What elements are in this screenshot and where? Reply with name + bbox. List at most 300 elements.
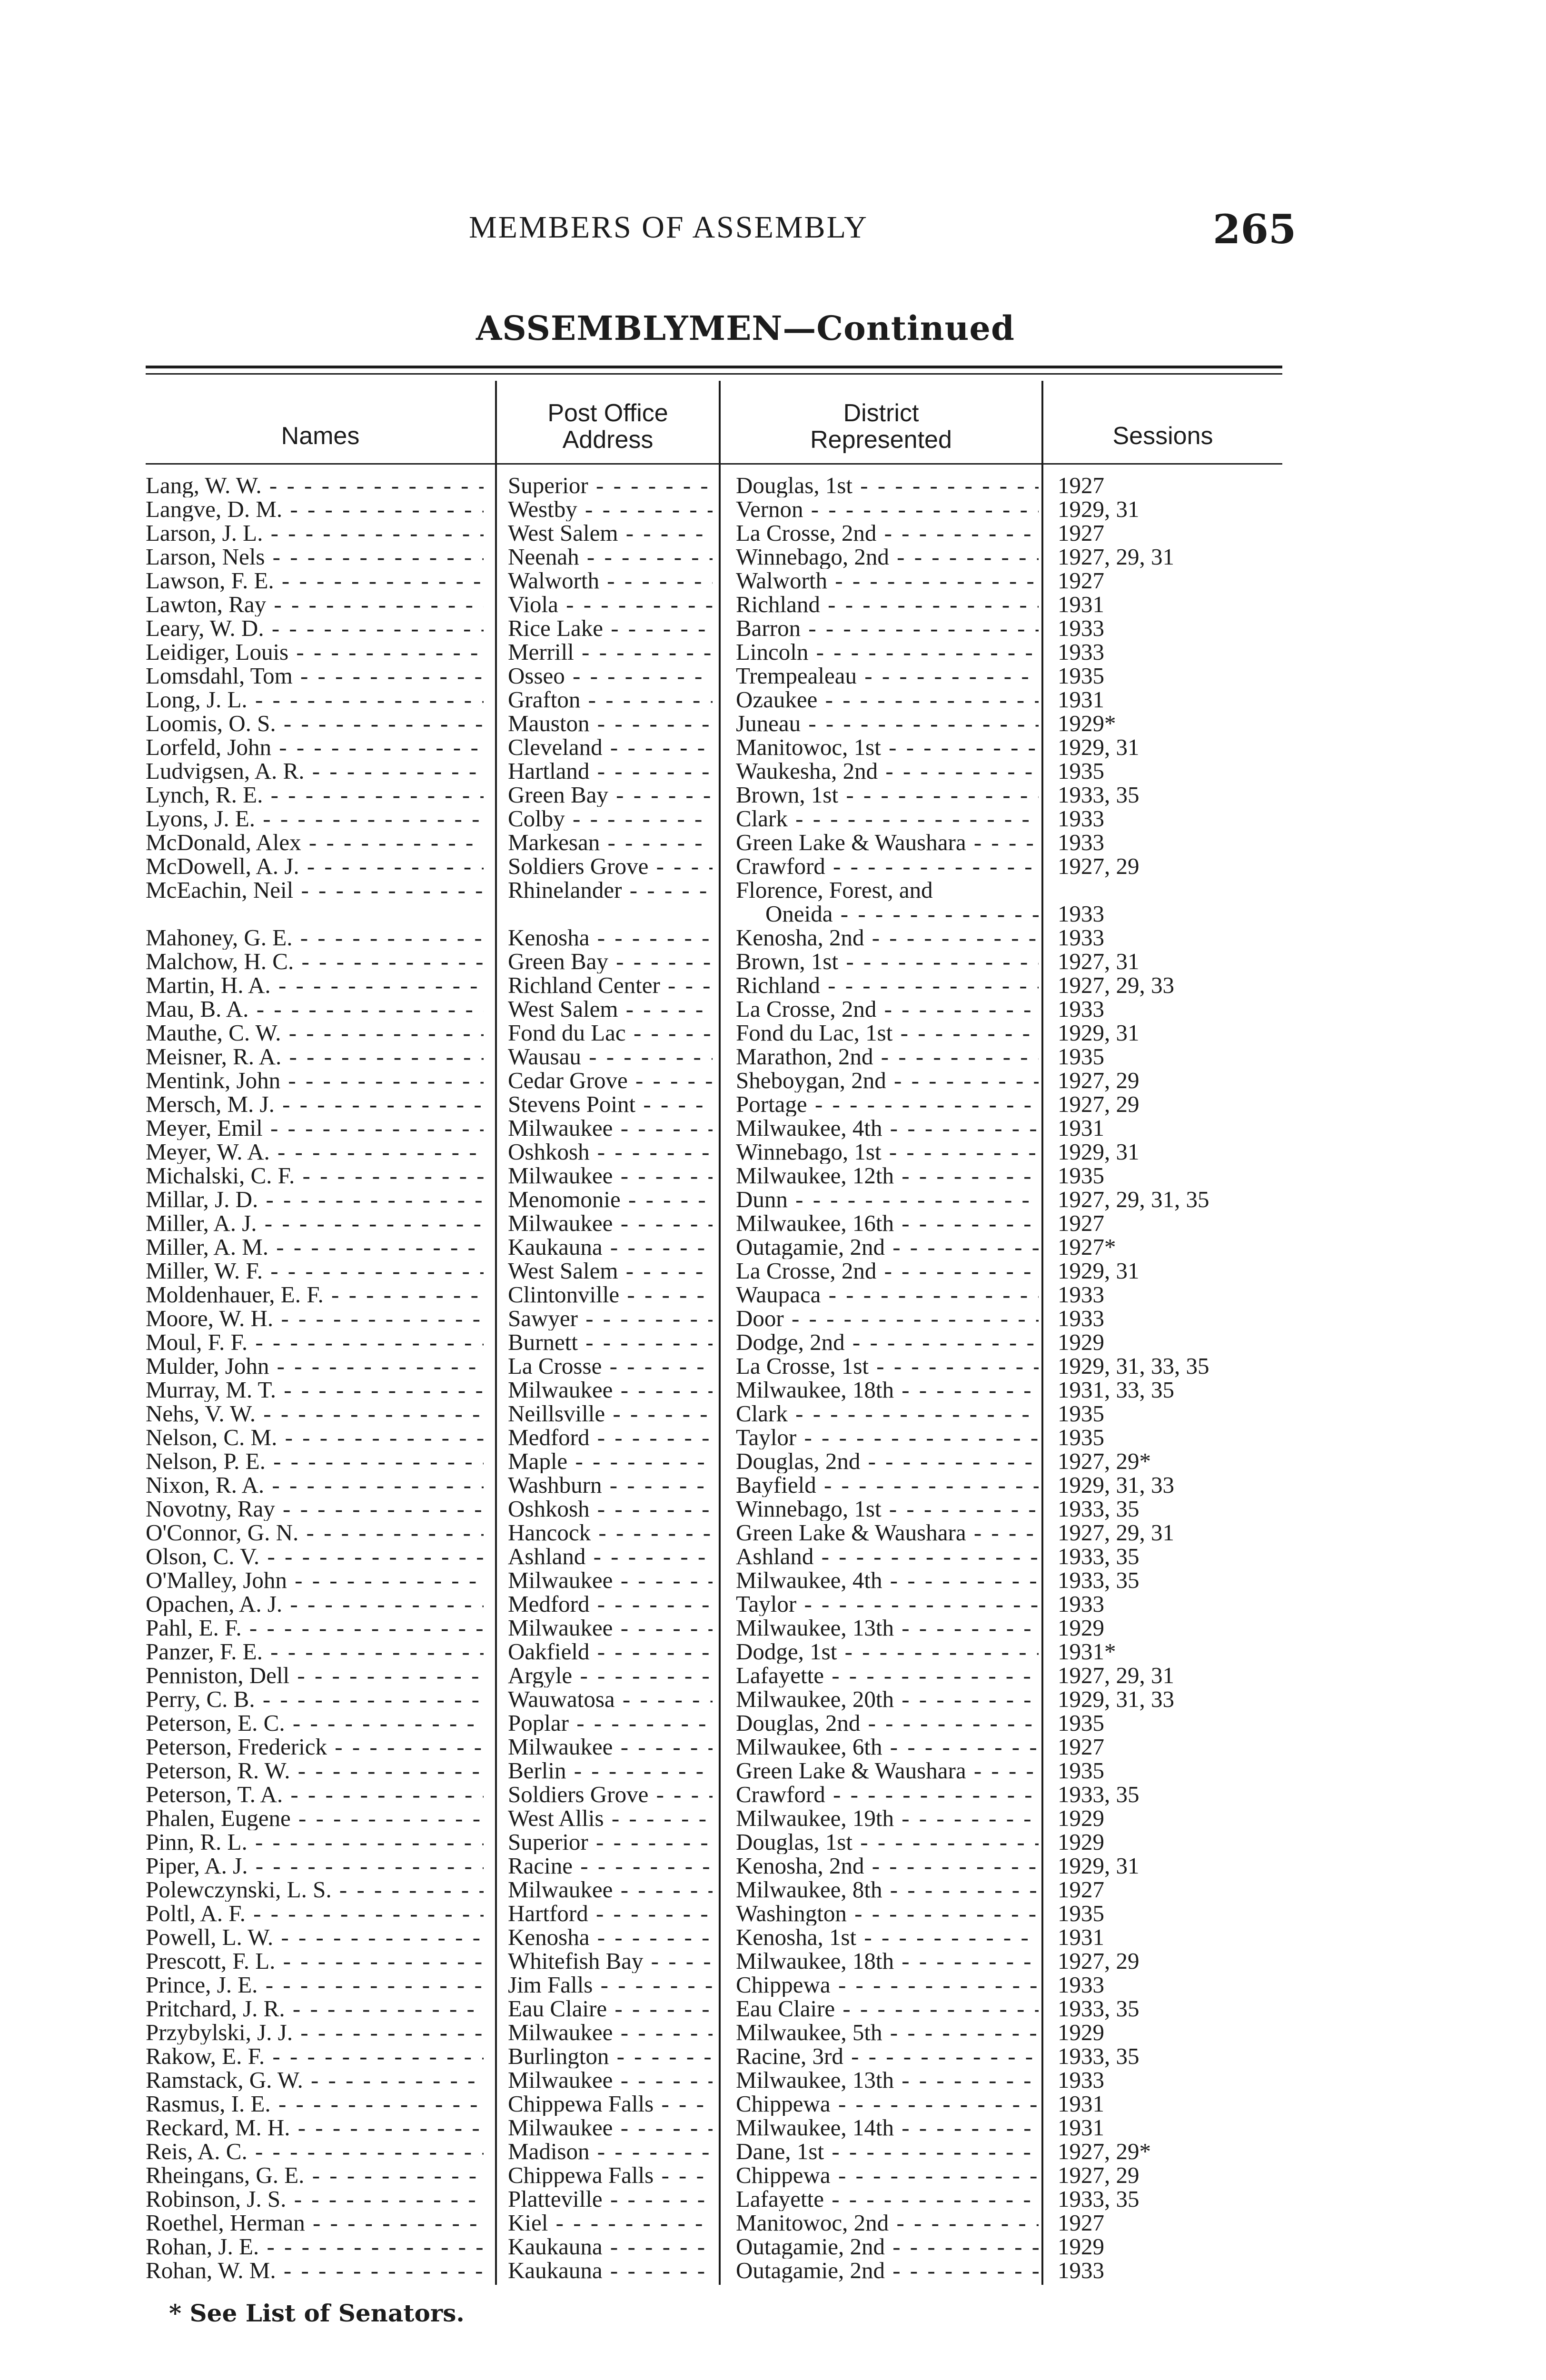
table-row bbox=[0, 1211, 1546, 1235]
column-header-district-line2: Represented bbox=[810, 426, 952, 454]
district: Chippewa - - - bbox=[736, 2163, 1039, 2187]
member-name: Miller, W. F. - - - bbox=[146, 1259, 484, 1283]
district: Portage - - - bbox=[736, 1092, 1039, 1116]
post-office: Walworth - - - bbox=[508, 569, 713, 593]
member-name: Pinn, R. L. - - - bbox=[146, 1830, 484, 1854]
district: Milwaukee, 18th - - - bbox=[736, 1378, 1039, 1402]
district: Clark - - - bbox=[736, 1402, 1039, 1426]
table-row bbox=[0, 569, 1546, 593]
district: Clark - - - bbox=[736, 807, 1039, 831]
page-number: 265 bbox=[1213, 206, 1297, 253]
sessions: 1927 bbox=[1058, 474, 1104, 497]
sessions: 1933 bbox=[1058, 1307, 1104, 1330]
sessions: 1929, 31 bbox=[1058, 1854, 1140, 1878]
member-name: Miller, A. J. - - - bbox=[146, 1211, 484, 1235]
member-name: Peterson, T. A. - - - bbox=[146, 1783, 484, 1806]
sessions: 1933 bbox=[1058, 902, 1104, 926]
table-row bbox=[0, 545, 1546, 569]
table-row bbox=[0, 1925, 1546, 1949]
sessions: 1929* bbox=[1058, 712, 1116, 735]
post-office: Poplar - - - bbox=[508, 1711, 713, 1735]
sessions: 1933 bbox=[1058, 831, 1104, 854]
sessions: 1927, 29, 33 bbox=[1058, 973, 1174, 997]
table-row bbox=[0, 950, 1546, 973]
member-name: Martin, H. A. - - - bbox=[146, 973, 484, 997]
district-continuation: Oneida - - - bbox=[765, 902, 1039, 926]
top-rule-thick bbox=[146, 366, 1282, 368]
member-name: Pritchard, J. R. - - - bbox=[146, 1997, 484, 2021]
table-row bbox=[0, 759, 1546, 783]
table-row bbox=[0, 2021, 1546, 2044]
table-row bbox=[0, 1878, 1546, 1902]
post-office: Hartland - - - bbox=[508, 759, 713, 783]
post-office: Platteville - - - bbox=[508, 2187, 713, 2211]
post-office: West Salem - - - bbox=[508, 521, 713, 545]
post-office: Milwaukee - - - bbox=[508, 1378, 713, 1402]
table-row bbox=[0, 2259, 1546, 2282]
member-name: Larson, J. L. - - - bbox=[146, 521, 484, 545]
table-row bbox=[0, 878, 1546, 926]
member-name: Michalski, C. F. - - - bbox=[146, 1164, 484, 1188]
sessions: 1933, 35 bbox=[1058, 783, 1140, 807]
district: Milwaukee, 6th - - - bbox=[736, 1735, 1039, 1759]
district: La Crosse, 2nd - - - bbox=[736, 997, 1039, 1021]
member-name: Reis, A. C. - - - bbox=[146, 2140, 484, 2163]
post-office: Sawyer - - - bbox=[508, 1307, 713, 1330]
district: Manitowoc, 2nd - - - bbox=[736, 2211, 1039, 2235]
sessions: 1933, 35 bbox=[1058, 1497, 1140, 1521]
sessions: 1933 bbox=[1058, 997, 1104, 1021]
sessions: 1929, 31, 33 bbox=[1058, 1687, 1174, 1711]
post-office: Milwaukee - - - bbox=[508, 1735, 713, 1759]
district: La Crosse, 2nd - - - bbox=[736, 1259, 1039, 1283]
district: Lafayette - - - bbox=[736, 2187, 1039, 2211]
member-name: Lorfeld, John - - - bbox=[146, 735, 484, 759]
post-office: Grafton - - - bbox=[508, 688, 713, 712]
district: Walworth - - - bbox=[736, 569, 1039, 593]
post-office: Oakfield - - - bbox=[508, 1640, 713, 1664]
post-office: Viola - - - bbox=[508, 593, 713, 616]
table-row bbox=[0, 1973, 1546, 1997]
table-row bbox=[0, 1116, 1546, 1140]
table-row bbox=[0, 616, 1546, 640]
table-row bbox=[0, 1711, 1546, 1735]
member-name: Penniston, Dell - - - bbox=[146, 1664, 484, 1687]
table-row bbox=[0, 1021, 1546, 1045]
table-row bbox=[0, 640, 1546, 664]
column-header-post-office bbox=[497, 400, 719, 453]
table-row bbox=[0, 1806, 1546, 1830]
post-office: Cedar Grove - - - bbox=[508, 1069, 713, 1092]
table-row bbox=[0, 1902, 1546, 1925]
post-office: Medford - - - bbox=[508, 1426, 713, 1449]
district: Dane, 1st - - - bbox=[736, 2140, 1039, 2163]
district: Barron - - - bbox=[736, 616, 1039, 640]
sessions: 1927, 29, 31 bbox=[1058, 1521, 1174, 1545]
table-row bbox=[0, 997, 1546, 1021]
table-row bbox=[0, 1997, 1546, 2021]
post-office: Wauwatosa - - - bbox=[508, 1687, 713, 1711]
table-row bbox=[0, 474, 1546, 497]
district: Milwaukee, 12th - - - bbox=[736, 1164, 1039, 1188]
table-row bbox=[0, 1164, 1546, 1188]
member-name: McEachin, Neil - - - bbox=[146, 878, 484, 902]
sessions: 1931 bbox=[1058, 688, 1104, 712]
member-name: Ludvigsen, A. R. - - - bbox=[146, 759, 484, 783]
table-row bbox=[0, 1687, 1546, 1711]
post-office: West Allis - - - bbox=[508, 1806, 713, 1830]
table-row bbox=[0, 1307, 1546, 1330]
district: Outagamie, 2nd - - - bbox=[736, 2235, 1039, 2259]
district: La Crosse, 1st - - - bbox=[736, 1354, 1039, 1378]
table-row bbox=[0, 1545, 1546, 1568]
table-row bbox=[0, 807, 1546, 831]
post-office: Milwaukee - - - bbox=[508, 2021, 713, 2044]
table-row bbox=[0, 1497, 1546, 1521]
district: Milwaukee, 18th - - - bbox=[736, 1949, 1039, 1973]
district: Juneau - - - bbox=[736, 712, 1039, 735]
post-office: Milwaukee - - - bbox=[508, 2116, 713, 2140]
sessions: 1935 bbox=[1058, 1711, 1104, 1735]
sessions: 1935 bbox=[1058, 759, 1104, 783]
member-name: Mahoney, G. E. - - - bbox=[146, 926, 484, 950]
sessions: 1935 bbox=[1058, 1164, 1104, 1188]
member-name: Meisner, R. A. - - - bbox=[146, 1045, 484, 1069]
sessions: 1935 bbox=[1058, 1759, 1104, 1783]
district: Milwaukee, 5th - - - bbox=[736, 2021, 1039, 2044]
member-name: Mulder, John - - - bbox=[146, 1354, 484, 1378]
table-row bbox=[0, 1830, 1546, 1854]
post-office: West Salem - - - bbox=[508, 1259, 713, 1283]
sessions: 1927 bbox=[1058, 1735, 1104, 1759]
table-row bbox=[0, 1664, 1546, 1687]
district: Manitowoc, 1st - - - bbox=[736, 735, 1039, 759]
sessions: 1933 bbox=[1058, 2259, 1104, 2282]
post-office: Kenosha - - - bbox=[508, 1925, 713, 1949]
column-header-names bbox=[146, 423, 495, 449]
member-name: Leary, W. D. - - - bbox=[146, 616, 484, 640]
sessions: 1929 bbox=[1058, 1830, 1104, 1854]
district: Kenosha, 2nd - - - bbox=[736, 926, 1039, 950]
table-row bbox=[0, 712, 1546, 735]
district: Richland - - - bbox=[736, 973, 1039, 997]
district: Winnebago, 1st - - - bbox=[736, 1497, 1039, 1521]
district: Green Lake & Waushara - - - bbox=[736, 1521, 1039, 1545]
post-office: Whitefish Bay - - - bbox=[508, 1949, 713, 1973]
table-row bbox=[0, 2140, 1546, 2163]
sessions: 1929 bbox=[1058, 2235, 1104, 2259]
sessions: 1933, 35 bbox=[1058, 2187, 1140, 2211]
sessions: 1927, 29, 31 bbox=[1058, 545, 1174, 569]
member-name: O'Connor, G. N. - - - bbox=[146, 1521, 484, 1545]
table-row bbox=[0, 1568, 1546, 1592]
post-office: Markesan - - - bbox=[508, 831, 713, 854]
column-header-sessions-label: Sessions bbox=[1112, 422, 1213, 450]
sessions: 1927, 29 bbox=[1058, 1092, 1140, 1116]
district: Brown, 1st - - - bbox=[736, 783, 1039, 807]
post-office: Soldiers Grove - - - bbox=[508, 854, 713, 878]
table-row bbox=[0, 1521, 1546, 1545]
member-name: Lawton, Ray - - - bbox=[146, 593, 484, 616]
post-office: Soldiers Grove - - - bbox=[508, 1783, 713, 1806]
district: Green Lake & Waushara - - - bbox=[736, 831, 1039, 854]
sessions: 1931 bbox=[1058, 1116, 1104, 1140]
sessions: 1933 bbox=[1058, 807, 1104, 831]
district: Winnebago, 1st - - - bbox=[736, 1140, 1039, 1164]
member-name: Larson, Nels - - - bbox=[146, 545, 484, 569]
member-name: Reckard, M. H. - - - bbox=[146, 2116, 484, 2140]
table-row bbox=[0, 1949, 1546, 1973]
district: Milwaukee, 8th - - - bbox=[736, 1878, 1039, 1902]
post-office: Oshkosh - - - bbox=[508, 1140, 713, 1164]
district: Dunn - - - bbox=[736, 1188, 1039, 1211]
post-office: Westby - - - bbox=[508, 497, 713, 521]
member-name: Mersch, M. J. - - - bbox=[146, 1092, 484, 1116]
district: Douglas, 1st - - - bbox=[736, 1830, 1039, 1854]
sessions: 1927 bbox=[1058, 1211, 1104, 1235]
post-office: Milwaukee - - - bbox=[508, 1164, 713, 1188]
member-name: Rasmus, I. E. - - - bbox=[146, 2092, 484, 2116]
post-office: Kaukauna - - - bbox=[508, 1235, 713, 1259]
sessions: 1929, 31 bbox=[1058, 1021, 1140, 1045]
post-office: Jim Falls - - - bbox=[508, 1973, 713, 1997]
table-row bbox=[0, 1426, 1546, 1449]
table-row bbox=[0, 1592, 1546, 1616]
post-office: Superior - - - bbox=[508, 1830, 713, 1854]
table-row bbox=[0, 1783, 1546, 1806]
post-office: Mauston - - - bbox=[508, 712, 713, 735]
district: Racine, 3rd - - - bbox=[736, 2044, 1039, 2068]
member-name: Langve, D. M. - - - bbox=[146, 497, 484, 521]
district: Douglas, 2nd - - - bbox=[736, 1449, 1039, 1473]
sessions: 1933, 35 bbox=[1058, 1997, 1140, 2021]
column-header-post-office-line2: Address bbox=[562, 426, 654, 454]
district: Florence, Forest, and bbox=[736, 878, 933, 902]
district: Milwaukee, 20th - - - bbox=[736, 1687, 1039, 1711]
district: La Crosse, 2nd - - - bbox=[736, 521, 1039, 545]
post-office: West Salem - - - bbox=[508, 997, 713, 1021]
sessions: 1933 bbox=[1058, 2068, 1104, 2092]
table-row bbox=[0, 783, 1546, 807]
member-name: Loomis, O. S. - - - bbox=[146, 712, 484, 735]
post-office: Oshkosh - - - bbox=[508, 1497, 713, 1521]
sessions: 1927, 29 bbox=[1058, 854, 1140, 878]
post-office: Richland Center - - - bbox=[508, 973, 713, 997]
post-office: Hancock - - - bbox=[508, 1521, 713, 1545]
sessions: 1927, 29, 31, 35 bbox=[1058, 1188, 1209, 1211]
table-row bbox=[0, 1473, 1546, 1497]
post-office: Rice Lake - - - bbox=[508, 616, 713, 640]
member-name: Pahl, E. F. - - - bbox=[146, 1616, 484, 1640]
member-name: Nelson, C. M. - - - bbox=[146, 1426, 484, 1449]
member-name: Lang, W. W. - - - bbox=[146, 474, 484, 497]
member-name: Przybylski, J. J. - - - bbox=[146, 2021, 484, 2044]
post-office: Medford - - - bbox=[508, 1592, 713, 1616]
table-row bbox=[0, 2044, 1546, 2068]
table-row bbox=[0, 1854, 1546, 1878]
table-row bbox=[0, 973, 1546, 997]
post-office: Rhinelander - - - bbox=[508, 878, 713, 902]
post-office: Fond du Lac - - - bbox=[508, 1021, 713, 1045]
post-office: Kiel - - - bbox=[508, 2211, 713, 2235]
table-row bbox=[0, 688, 1546, 712]
column-header-post-office-line1: Post Office bbox=[547, 399, 668, 427]
member-name: Peterson, Frederick - - - bbox=[146, 1735, 484, 1759]
sessions: 1935 bbox=[1058, 1402, 1104, 1426]
district: Door - - - bbox=[736, 1307, 1039, 1330]
member-name: Mentink, John - - - bbox=[146, 1069, 484, 1092]
post-office: Burnett - - - bbox=[508, 1330, 713, 1354]
district: Taylor - - - bbox=[736, 1592, 1039, 1616]
post-office: Kenosha - - - bbox=[508, 926, 713, 950]
table-row bbox=[0, 2235, 1546, 2259]
table-row bbox=[0, 1402, 1546, 1426]
district: Chippewa - - - bbox=[736, 1973, 1039, 1997]
post-office: Madison - - - bbox=[508, 2140, 713, 2163]
sessions: 1933, 35 bbox=[1058, 1568, 1140, 1592]
sessions: 1927, 29, 31 bbox=[1058, 1664, 1174, 1687]
member-name: Lyons, J. E. - - - bbox=[146, 807, 484, 831]
sessions: 1929, 31 bbox=[1058, 1140, 1140, 1164]
post-office: Burlington - - - bbox=[508, 2044, 713, 2068]
district: Green Lake & Waushara - - - bbox=[736, 1759, 1039, 1783]
table-row bbox=[0, 521, 1546, 545]
sessions: 1933 bbox=[1058, 1283, 1104, 1307]
district: Kenosha, 2nd - - - bbox=[736, 1854, 1039, 1878]
member-name: Malchow, H. C. - - - bbox=[146, 950, 484, 973]
sessions: 1933 bbox=[1058, 926, 1104, 950]
member-name: Millar, J. D. - - - bbox=[146, 1188, 484, 1211]
post-office: Ashland - - - bbox=[508, 1545, 713, 1568]
district: Washington - - - bbox=[736, 1902, 1039, 1925]
member-name: Lomsdahl, Tom - - - bbox=[146, 664, 484, 688]
post-office: Chippewa Falls - - - bbox=[508, 2092, 713, 2116]
member-name: Lawson, F. E. - - - bbox=[146, 569, 484, 593]
district: Taylor - - - bbox=[736, 1426, 1039, 1449]
post-office: Berlin - - - bbox=[508, 1759, 713, 1783]
post-office: Osseo - - - bbox=[508, 664, 713, 688]
table-row bbox=[0, 1235, 1546, 1259]
member-name: Piper, A. J. - - - bbox=[146, 1854, 484, 1878]
district: Lincoln - - - bbox=[736, 640, 1039, 664]
member-name: Roethel, Herman - - - bbox=[146, 2211, 484, 2235]
sessions: 1931, 33, 35 bbox=[1058, 1378, 1174, 1402]
sessions: 1929, 31 bbox=[1058, 1259, 1140, 1283]
member-name: Rheingans, G. E. - - - bbox=[146, 2163, 484, 2187]
district: Milwaukee, 13th - - - bbox=[736, 1616, 1039, 1640]
district: Waukesha, 2nd - - - bbox=[736, 759, 1039, 783]
district: Milwaukee, 14th - - - bbox=[736, 2116, 1039, 2140]
post-office: Milwaukee - - - bbox=[508, 1616, 713, 1640]
table-row bbox=[0, 1330, 1546, 1354]
member-name: Perry, C. B. - - - bbox=[146, 1687, 484, 1711]
member-name: Nehs, V. W. - - - bbox=[146, 1402, 484, 1426]
table-row bbox=[0, 1045, 1546, 1069]
sessions: 1935 bbox=[1058, 1902, 1104, 1925]
sessions: 1933 bbox=[1058, 640, 1104, 664]
table-row bbox=[0, 2163, 1546, 2187]
member-name: O'Malley, John - - - bbox=[146, 1568, 484, 1592]
section-title: ASSEMBLYMEN—Continued bbox=[476, 308, 1015, 348]
member-name: Lynch, R. E. - - - bbox=[146, 783, 484, 807]
member-name: McDonald, Alex - - - bbox=[146, 831, 484, 854]
post-office: Merrill - - - bbox=[508, 640, 713, 664]
post-office: Clintonville - - - bbox=[508, 1283, 713, 1307]
table-row bbox=[0, 1069, 1546, 1092]
table-row bbox=[0, 1283, 1546, 1307]
district: Sheboygan, 2nd - - - bbox=[736, 1069, 1039, 1092]
sessions: 1931* bbox=[1058, 1640, 1116, 1664]
table-row bbox=[0, 1259, 1546, 1283]
member-name: Polewczynski, L. S. - - - bbox=[146, 1878, 484, 1902]
sessions: 1927* bbox=[1058, 1235, 1116, 1259]
footnote: * See List of Senators. bbox=[169, 2299, 465, 2327]
post-office: Kaukauna - - - bbox=[508, 2259, 713, 2282]
district: Crawford - - - bbox=[736, 1783, 1039, 1806]
member-name: Moldenhauer, E. F. - - - bbox=[146, 1283, 484, 1307]
district: Milwaukee, 4th - - - bbox=[736, 1116, 1039, 1140]
member-name: Panzer, F. E. - - - bbox=[146, 1640, 484, 1664]
district: Douglas, 1st - - - bbox=[736, 474, 1039, 497]
district: Winnebago, 2nd - - - bbox=[736, 545, 1039, 569]
top-rule-thin bbox=[146, 373, 1282, 375]
member-name: Rohan, W. M. - - - bbox=[146, 2259, 484, 2282]
member-name: Novotny, Ray - - - bbox=[146, 1497, 484, 1521]
sessions: 1935 bbox=[1058, 1426, 1104, 1449]
sessions: 1927 bbox=[1058, 1878, 1104, 1902]
district: Trempealeau - - - bbox=[736, 664, 1039, 688]
sessions: 1929, 31 bbox=[1058, 735, 1140, 759]
district: Douglas, 2nd - - - bbox=[736, 1711, 1039, 1735]
table-row bbox=[0, 1188, 1546, 1211]
post-office: Milwaukee - - - bbox=[508, 1878, 713, 1902]
member-name: Mau, B. A. - - - bbox=[146, 997, 484, 1021]
table-row bbox=[0, 735, 1546, 759]
district: Milwaukee, 13th - - - bbox=[736, 2068, 1039, 2092]
district: Richland - - - bbox=[736, 593, 1039, 616]
table-row bbox=[0, 1449, 1546, 1473]
sessions: 1929, 31, 33 bbox=[1058, 1473, 1174, 1497]
post-office: Eau Claire - - - bbox=[508, 1997, 713, 2021]
post-office: Menomonie - - - bbox=[508, 1188, 713, 1211]
sessions: 1929 bbox=[1058, 1330, 1104, 1354]
member-name: Opachen, A. J. - - - bbox=[146, 1592, 484, 1616]
sessions: 1927, 29 bbox=[1058, 1949, 1140, 1973]
sessions: 1933, 35 bbox=[1058, 1545, 1140, 1568]
sessions: 1927 bbox=[1058, 569, 1104, 593]
post-office: Cleveland - - - bbox=[508, 735, 713, 759]
post-office: Neenah - - - bbox=[508, 545, 713, 569]
district: Marathon, 2nd - - - bbox=[736, 1045, 1039, 1069]
member-name: Miller, A. M. - - - bbox=[146, 1235, 484, 1259]
member-name: Moul, F. F. - - - bbox=[146, 1330, 484, 1354]
table-row bbox=[0, 2187, 1546, 2211]
column-header-district-line1: District bbox=[843, 399, 919, 427]
table-row bbox=[0, 2116, 1546, 2140]
member-name: Rohan, J. E. - - - bbox=[146, 2235, 484, 2259]
member-name: Rakow, E. F. - - - bbox=[146, 2044, 484, 2068]
column-header-district bbox=[721, 400, 1041, 453]
sessions: 1931 bbox=[1058, 593, 1104, 616]
table-row bbox=[0, 1759, 1546, 1783]
post-office: Hartford - - - bbox=[508, 1902, 713, 1925]
sessions: 1933 bbox=[1058, 1592, 1104, 1616]
sessions: 1929 bbox=[1058, 1616, 1104, 1640]
post-office: Argyle - - - bbox=[508, 1664, 713, 1687]
sessions: 1933, 35 bbox=[1058, 2044, 1140, 2068]
member-name: Phalen, Eugene - - - bbox=[146, 1806, 484, 1830]
post-office: Milwaukee - - - bbox=[508, 2068, 713, 2092]
